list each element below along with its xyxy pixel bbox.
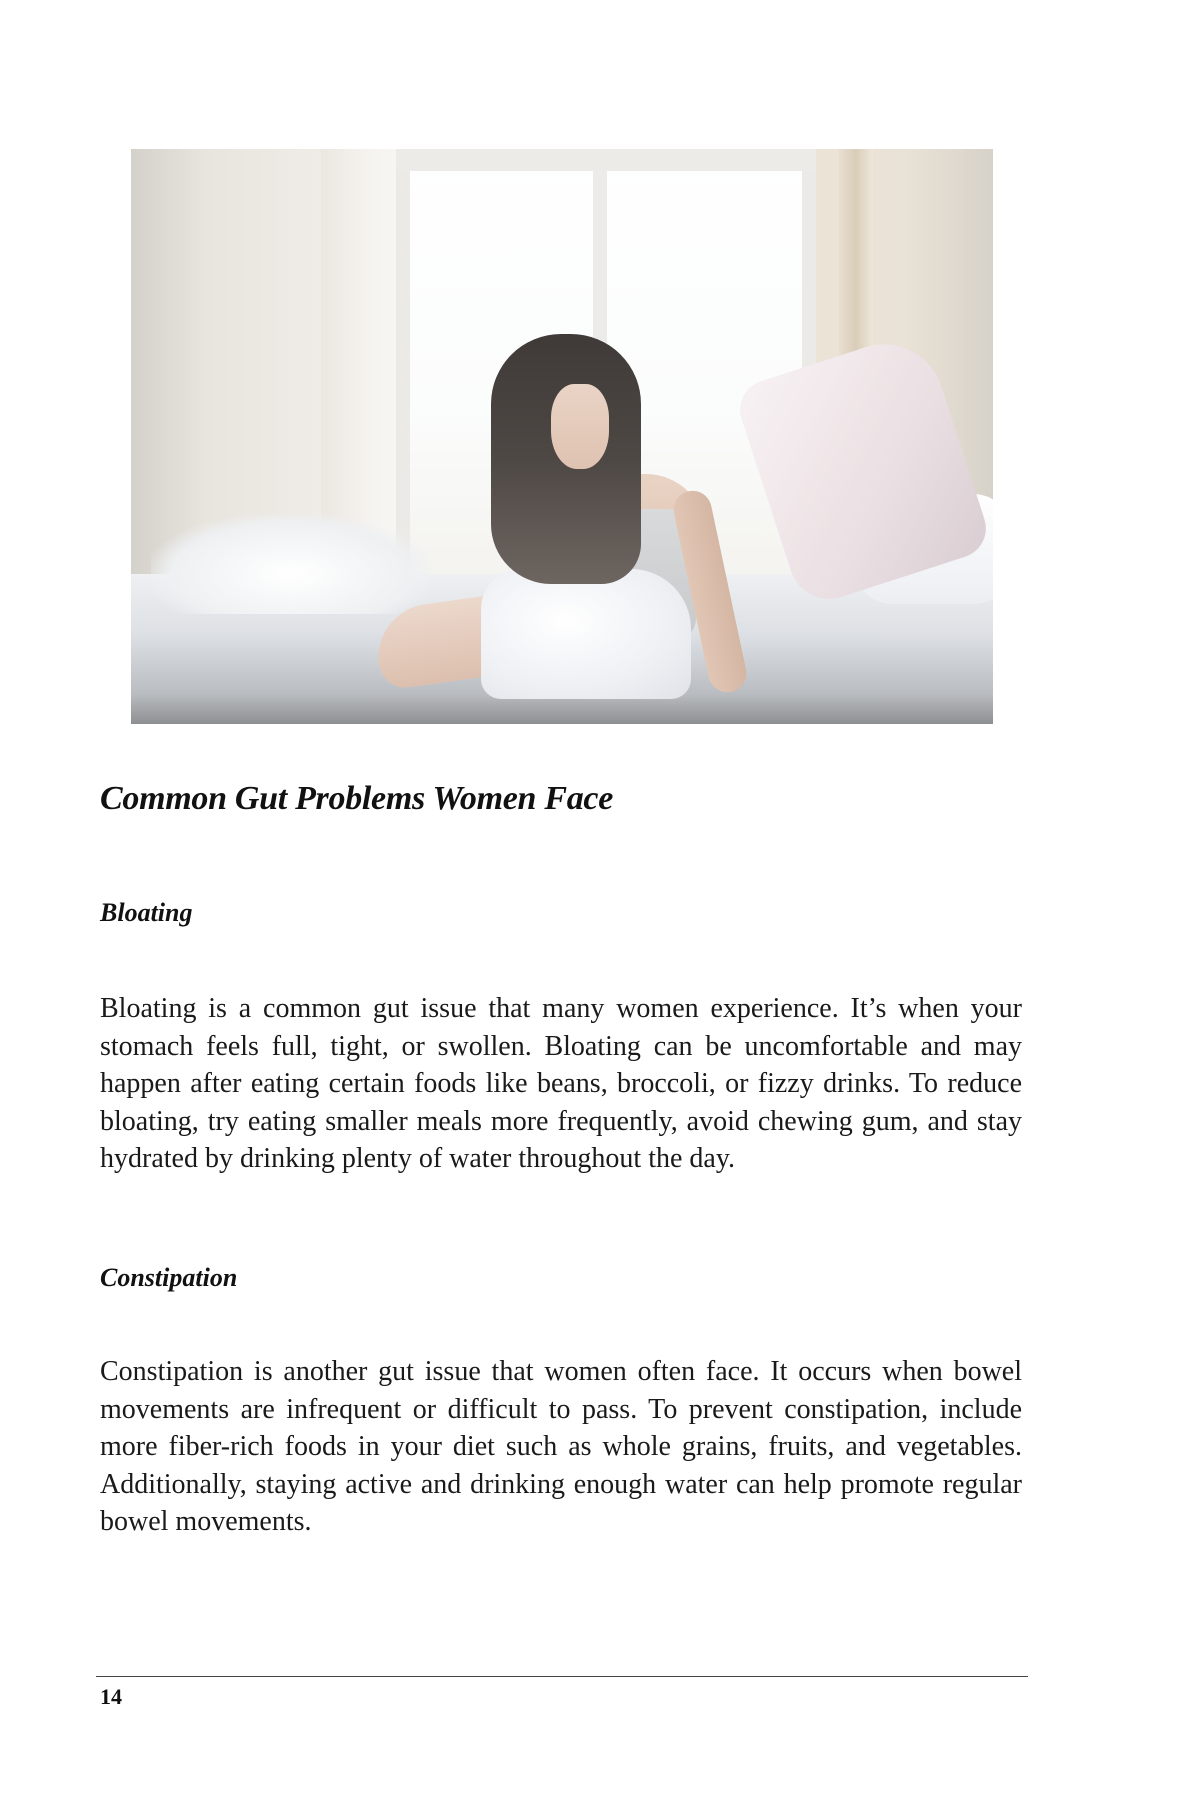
- footer-divider: [96, 1676, 1028, 1677]
- page-title: Common Gut Problems Women Face: [100, 780, 614, 817]
- section-body-constipation: Constipation is another gut issue that women often face. It occurs when bowel movements are infrequent or difficult to pass. To prevent constipation, include more fiber-rich foods in your diet such as whole grains, fruits, and vegetables. Additionally, staying active and drinking enough water can help promote regular bowel movements.: [100, 1356, 1022, 1538]
- section-heading-constipation: Constipation: [100, 1263, 238, 1292]
- page-number: 14: [100, 1684, 122, 1709]
- photo-duvet: [481, 569, 691, 699]
- photo-sheet: [151, 514, 431, 614]
- section-body-bloating: Bloating is a common gut issue that many women experience. It’s when your stomach feels full, tight, or swollen. Bloating can be uncomfortable and may happen after eating certain foods like beans, broccoli, or fizzy drinks. To reduce bloating, try eating smaller meals more frequently, avoid chewing gum, and stay hydrated by drinking plenty of water throughout the day.: [100, 993, 1022, 1175]
- article-photo: [131, 149, 993, 724]
- section-heading-bloating: Bloating: [100, 898, 193, 927]
- photo-person-face: [551, 384, 609, 469]
